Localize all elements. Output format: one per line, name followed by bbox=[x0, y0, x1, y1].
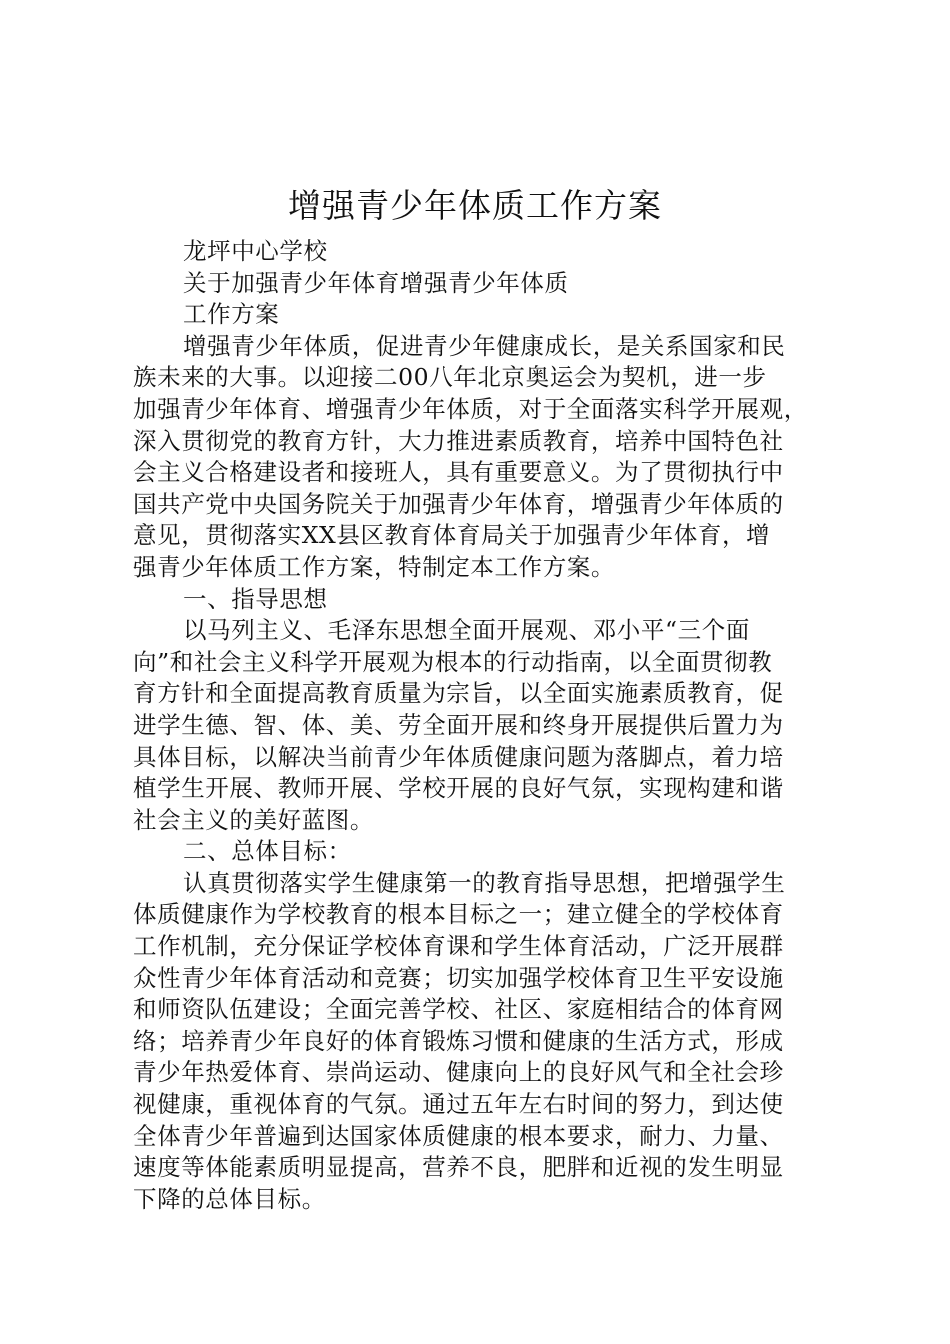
paragraph-line: 加强青少年体育、增强青少年体质，对于全面落实科学开展观， bbox=[133, 394, 808, 423]
subtitle-line-1: 关于加强青少年体育增强青少年体质 bbox=[183, 268, 569, 297]
paragraph-line: 认真贯彻落实学生健康第一的教育指导思想，把增强学生 bbox=[183, 868, 786, 897]
paragraph-line: 进学生德、智、体、美、劳全面开展和终身开展提供后置力为 bbox=[133, 710, 784, 739]
paragraph-line: 增强青少年体质，促进青少年健康成长，是关系国家和民 bbox=[183, 331, 786, 360]
paragraph-line: 速度等体能素质明显提高，营养不良，肥胖和近视的发生明显 bbox=[133, 1153, 784, 1182]
paragraph-line: 会主义合格建设者和接班人，具有重要意义。为了贯彻执行中 bbox=[133, 458, 784, 487]
paragraph-line: 深入贯彻党的教育方针，大力推进素质教育，培养中国特色社 bbox=[133, 426, 784, 455]
paragraph-line: 植学生开展、教师开展、学校开展的良好气氛，实现构建和谐 bbox=[133, 774, 784, 803]
paragraph-line: 向”和社会主义科学开展观为根本的行动指南，以全面贯彻教 bbox=[133, 647, 773, 676]
paragraph-line: 意见，贯彻落实XX县区教育体育局关于加强青少年体育，增 bbox=[133, 521, 771, 550]
document-body bbox=[133, 236, 823, 1215]
school-name-line: 龙坪中心学校 bbox=[183, 237, 328, 265]
paragraph-line: 下降的总体目标。 bbox=[133, 1184, 326, 1213]
paragraph-line: 族未来的大事。以迎接二00八年北京奥运会为契机，进一步 bbox=[133, 363, 767, 392]
paragraph-line: 强青少年体质工作方案，特制定本工作方案。 bbox=[133, 552, 615, 581]
paragraph-line: 工作机制，充分保证学校体育课和学生体育活动，广泛开展群 bbox=[133, 932, 784, 961]
paragraph-line: 视健康，重视体育的气氛。通过五年左右时间的努力，到达使 bbox=[133, 1090, 784, 1119]
section-heading-guiding-ideology: 一、指导思想 bbox=[183, 584, 328, 613]
paragraph-line: 育方针和全面提高教育质量为宗旨，以全面实施素质教育，促 bbox=[133, 679, 784, 708]
section-heading-overall-goals: 二、总体目标： bbox=[183, 837, 352, 866]
paragraph-line: 众性青少年体育活动和竞赛；切实加强学校体育卫生平安设施 bbox=[133, 963, 784, 992]
paragraph-line: 络；培养青少年良好的体育锻炼习惯和健康的生活方式，形成 bbox=[133, 1026, 784, 1055]
paragraph-line: 和师资队伍建设；全面完善学校、社区、家庭相结合的体育网 bbox=[133, 995, 784, 1024]
paragraph-line: 以马列主义、毛泽东思想全面开展观、邓小平“三个面 bbox=[183, 616, 750, 645]
paragraph-line: 具体目标，以解决当前青少年体质健康问题为落脚点，着力培 bbox=[133, 742, 784, 771]
subtitle-line-2: 工作方案 bbox=[183, 300, 280, 329]
paragraph-line: 体质健康作为学校教育的根本目标之一；建立健全的学校体育 bbox=[133, 900, 784, 929]
paragraph-line: 社会主义的美好蓝图。 bbox=[133, 805, 374, 834]
paragraph-line: 国共产党中央国务院关于加强青少年体育，增强青少年体质的 bbox=[133, 489, 784, 518]
paragraph-line: 全体青少年普遍到达国家体质健康的根本要求，耐力、力量、 bbox=[133, 1121, 784, 1150]
document-title: 增强青少年体质工作方案 bbox=[288, 186, 662, 225]
paragraph-line: 青少年热爱体育、崇尚运动、健康向上的良好风气和全社会珍 bbox=[133, 1058, 784, 1087]
